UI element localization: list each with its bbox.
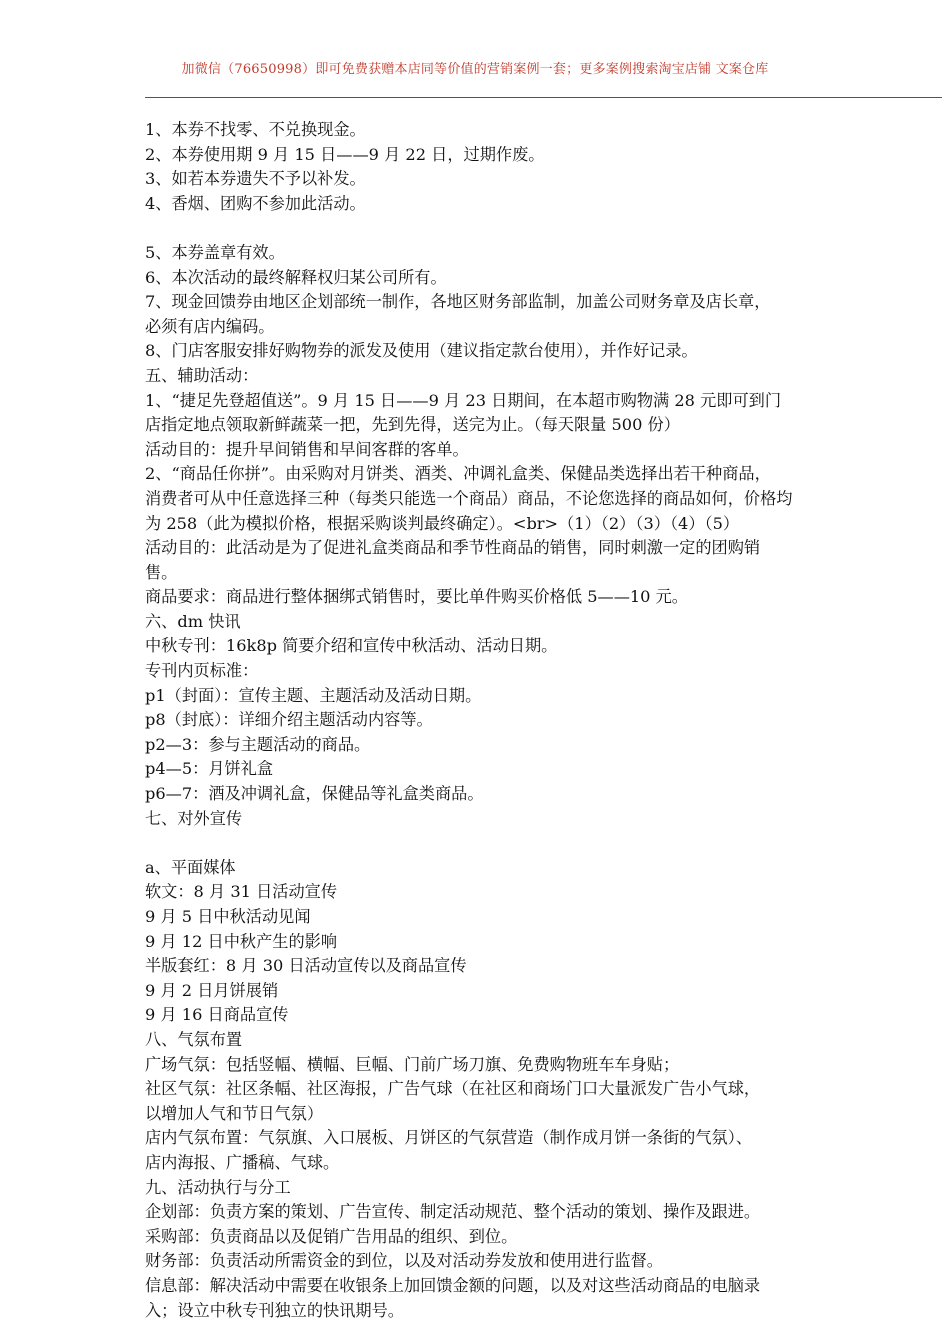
text-line: p2—3：参与主题活动的商品。	[145, 734, 371, 754]
text-line: 1、“捷足先登超值送”。9 月 15 日——9 月 23 日期间，在本超市购物满 28 元即可到门	[145, 390, 782, 410]
document-body	[145, 118, 915, 1323]
text-line: 企划部：负责方案的策划、广告宣传、制定活动规范、整个活动的策划、操作及跟进。	[145, 1202, 761, 1222]
page-header-notice: 加微信（76650998）即可免费获赠本店同等价值的营销案例一套；更多案例搜索淘宝店铺 文案仓库	[181, 62, 769, 77]
text-line: 广场气氛：包括竖幅、横幅、巨幅、门前广场刀旗、免费购物班车车身贴；	[145, 1054, 680, 1074]
text-line: 店指定地点领取新鲜蔬菜一把，先到先得，送完为止。（每天限量 500 份）	[145, 415, 680, 435]
blank-line	[145, 831, 915, 856]
text-line: 4、香烟、团购不参加此活动。	[145, 193, 366, 213]
text-line: p6—7：酒及冲调礼盒，保健品等礼盒类商品。	[145, 784, 484, 804]
section-heading: 九、活动执行与分工	[145, 1177, 291, 1197]
text-line: 9 月 5 日中秋活动见闻	[145, 907, 311, 926]
text-line: 社区气氛：社区条幅、社区海报，广告气球（在社区和商场门口大量派发广告小气球，	[145, 1079, 761, 1099]
text-line: 软文：8 月 31 日活动宣传	[145, 882, 338, 902]
header-divider	[145, 97, 942, 98]
text-line: 半版套红：8 月 30 日活动宣传以及商品宣传	[145, 956, 467, 976]
text-line: 为 258（此为模拟价格，根据采购谈判最终确定）。<br>（1）（2）（3）（4）（5）	[145, 513, 740, 533]
text-line: 9 月 12 日中秋产生的影响	[145, 931, 338, 951]
text-line: 入；设立中秋专刊独立的快讯期号。	[145, 1300, 404, 1320]
text-line: 信息部：解决活动中需要在收银条上加回馈金额的问题，以及对这些活动商品的电脑录	[145, 1275, 761, 1295]
text-line: 中秋专刊：16k8p 简要介绍和宣传中秋活动、活动日期。	[145, 636, 558, 656]
text-line: 财务部：负责活动所需资金的到位，以及对活动券发放和使用进行监督。	[145, 1251, 663, 1271]
blank-line	[145, 216, 915, 241]
text-line: 售。	[145, 562, 178, 582]
text-line: 9 月 2 日月饼展销	[145, 980, 279, 1000]
text-line: 采购部：负责商品以及促销广告用品的组织、到位。	[145, 1226, 518, 1246]
text-line: p1（封面）：宣传主题、主题活动及活动日期。	[145, 685, 482, 705]
section-heading: 七、对外宣传	[145, 808, 243, 828]
text-line: 商品要求：商品进行整体捆绑式销售时，要比单件购买价格低 5——10 元。	[145, 587, 688, 607]
text-line: 2、“商品任你拼”。由采购对月饼类、酒类、冲调礼盒类、保健品类选择出若干种商品，	[145, 464, 771, 484]
section-heading: 五、辅助活动：	[145, 365, 259, 385]
text-line: 5、本券盖章有效。	[145, 242, 285, 262]
text-line: 1、本券不找零、不兑换现金。	[145, 120, 366, 139]
text-line: 8、门店客服安排好购物券的派发及使用（建议指定款台使用），并作好记录。	[145, 341, 698, 361]
text-line: p8（封底）：详细介绍主题活动内容等。	[145, 710, 433, 730]
text-line: 以增加人气和节日气氛）	[145, 1103, 324, 1123]
section-heading: 六、dm 快讯	[145, 611, 241, 631]
text-line: 店内气氛布置：气氛旗、入口展板、月饼区的气氛营造（制作成月饼一条街的气氛）、	[145, 1128, 753, 1148]
text-line: 活动目的：提升早间销售和早间客群的客单。	[145, 439, 469, 459]
text-line: 店内海报、广播稿、气球。	[145, 1152, 340, 1172]
text-line: 必须有店内编码。	[145, 316, 275, 336]
text-line: p4—5：月饼礼盒	[145, 759, 274, 779]
text-line: 专刊内页标准：	[145, 661, 259, 681]
text-line: 9 月 16 日商品宣传	[145, 1005, 289, 1025]
text-line: 活动目的：此活动是为了促进礼盒类商品和季节性商品的销售，同时刺激一定的团购销	[145, 538, 761, 558]
text-line: 6、本次活动的最终解释权归某公司所有。	[145, 267, 447, 287]
text-line: 2、本券使用期 9 月 15 日——9 月 22 日，过期作废。	[145, 144, 545, 164]
text-line: a、平面媒体	[145, 857, 236, 877]
text-line: 3、如若本券遗失不予以补发。	[145, 169, 366, 189]
text-line: 7、现金回馈券由地区企划部统一制作，各地区财务部监制，加盖公司财务章及店长章，	[145, 292, 771, 312]
text-line: 消费者可从中任意选择三种（每类只能选一个商品）商品，不论您选择的商品如何，价格均	[145, 488, 793, 508]
section-heading: 八、气氛布置	[145, 1029, 243, 1049]
